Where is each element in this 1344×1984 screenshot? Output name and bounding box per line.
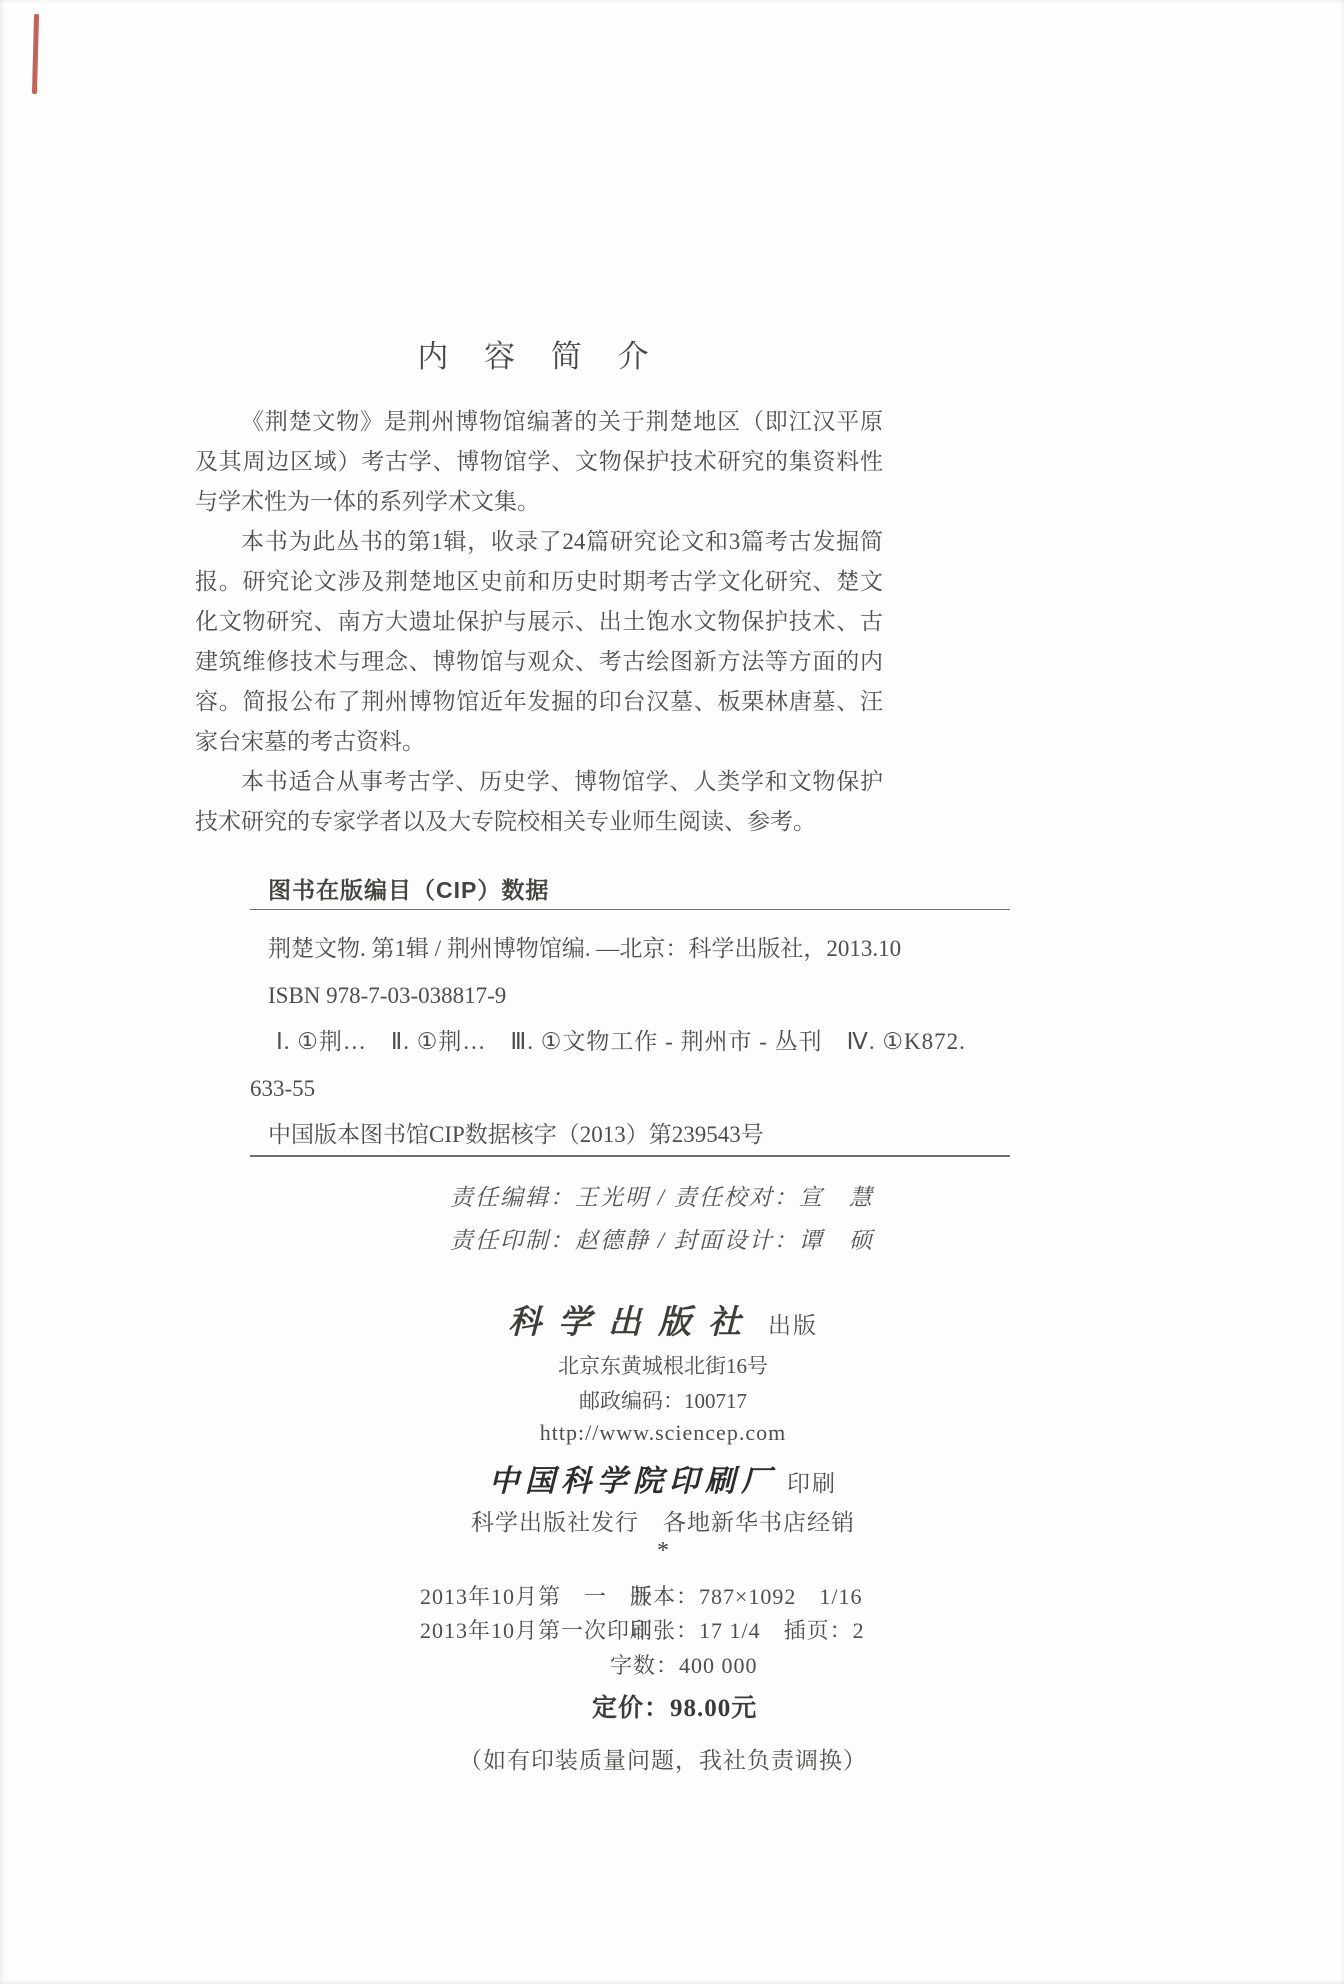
intro-paragraph-3: 本书适合从事考古学、历史学、博物馆学、人类学和文物保护技术研究的专家学者以及大专院校相关专业师生阅读、参考。 <box>195 769 883 834</box>
quality-exchange-note: （如有印装质量问题，我社负责调换） <box>459 1748 867 1773</box>
cip-section-header: 图书在版编目（CIP）数据 <box>268 877 550 903</box>
impression-date: 2013年10月第一次印刷 <box>420 1618 654 1643</box>
cip-record-number: 中国版本图书馆CIP数据核字（2013）第239543号 <box>268 1122 764 1147</box>
distribution-line: 科学出版社发行 各地新华书店经销 <box>471 1510 855 1535</box>
intro-paragraph-2: 本书为此丛书的第1辑，收录了24篇研究论文和3篇考古发掘简报。研究论文涉及荆楚地区史前和历史时期考古学文化研究、楚文化文物研究、南方大遗址保护与展示、出土饱水文物保护技术、古建筑维修技术与理念、博物馆与观众、考古绘图新方法等方面的内容。简报公布了荆州博物馆近年发掘的印台汉墓、板栗林唐墓、汪家台宋墓的考古资料。 <box>195 529 883 754</box>
scan-artifact-mark <box>32 14 39 94</box>
printer-name-line <box>263 1456 1063 1500</box>
publisher-name-line <box>263 1296 1063 1343</box>
intro-paragraph-1: 《荆楚文物》是荆州博物馆编著的关于荆楚地区（即江汉平原及其周边区域）考古学、博物馆学、文物保护技术研究的集资料性与学术性为一体的系列学术文集。 <box>195 409 883 514</box>
cip-title-line: 荆楚文物. 第1辑 / 荆州博物馆编. —北京：科学出版社，2013.10 <box>268 936 902 961</box>
staff-editors-line: 责任编辑：王光明 / 责任校对：宣 慧 <box>450 1185 874 1210</box>
printer-role-label: 印刷 <box>787 1471 837 1496</box>
edition-date: 2013年10月第 一 版 <box>420 1584 654 1609</box>
price-line: 定价：98.00元 <box>592 1695 758 1722</box>
publisher-address: 北京东黄城根北街16号 <box>558 1354 768 1378</box>
publisher-name-calligraphy: 科学出版社 <box>508 1305 758 1341</box>
cip-classification-line: Ⅰ. ①荆… Ⅱ. ①荆… Ⅲ. ①文物工作 - 荆州市 - 丛刊 Ⅳ. ①K872. <box>276 1029 966 1054</box>
format-spec: 开本：787×1092 1/16 <box>630 1584 863 1609</box>
publisher-postcode: 邮政编码：100717 <box>579 1389 747 1413</box>
separator-asterisk: * <box>657 1538 669 1564</box>
staff-credits-block <box>450 1176 874 1262</box>
sheets-inserts-spec: 印张：17 1/4 插页：2 <box>630 1618 865 1643</box>
cip-classification-continued: 633-55 <box>250 1075 316 1101</box>
publisher-role-label: 出版 <box>768 1313 818 1338</box>
page-title: 内 容 简 介 <box>417 339 663 374</box>
cip-isbn: ISBN 978-7-03-038817-9 <box>268 982 507 1008</box>
divider-line-top <box>250 909 1010 910</box>
staff-print-design-line: 责任印制：赵德静 / 封面设计：谭 硕 <box>450 1228 874 1253</box>
word-count: 字数：400 000 <box>610 1653 758 1678</box>
cip-data-block <box>250 926 1028 1159</box>
printer-name-calligraphy: 中国科学院印刷厂 <box>489 1465 777 1498</box>
content-summary-section <box>195 402 883 842</box>
publisher-website: http://www.sciencep.com <box>539 1420 787 1445</box>
divider-line-bottom <box>250 1155 1010 1157</box>
